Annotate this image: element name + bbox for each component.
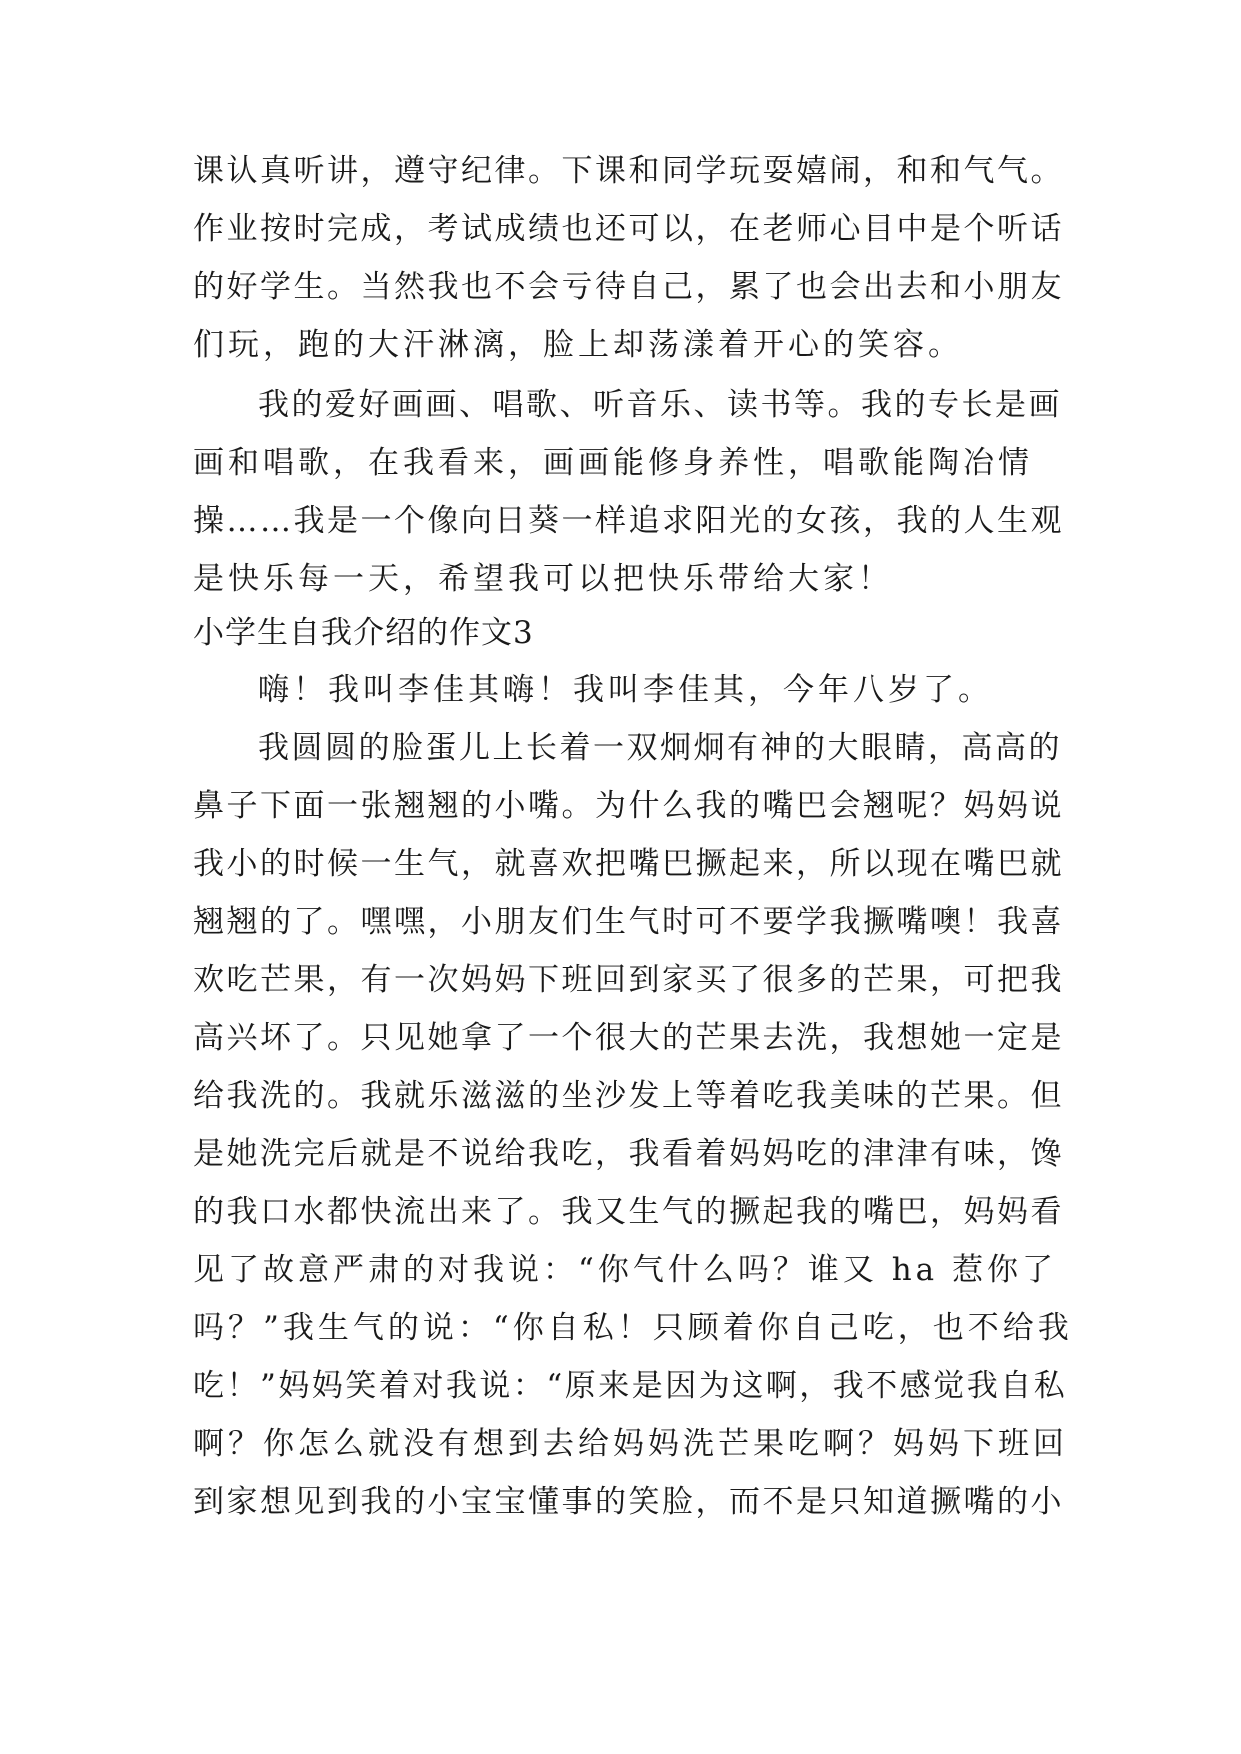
paragraph-line: 操……我是一个像向日葵一样追求阳光的女孩，我的人生观 xyxy=(193,503,1064,539)
paragraph-line: 见了故意严肃的对我说：“你气什么吗？谁又 ha 惹你了 xyxy=(193,1252,1058,1288)
paragraph-line: 吃！”妈妈笑着对我说：“原来是因为这啊，我不感觉我自私 xyxy=(193,1368,1068,1404)
paragraph-line: 我圆圆的脸蛋儿上长着一双炯炯有神的大眼睛，高高的 xyxy=(258,730,1062,766)
paragraph-line: 嗨！我叫李佳其嗨！我叫李佳其，今年八岁了。 xyxy=(258,672,993,708)
paragraph-line: 鼻子下面一张翘翘的小嘴。为什么我的嘴巴会翘呢？妈妈说 xyxy=(193,788,1064,824)
paragraph-line: 到家想见到我的小宝宝懂事的笑脸，而不是只知道撅嘴的小 xyxy=(193,1484,1064,1520)
paragraph-line: 是快乐每一天，希望我可以把快乐带给大家！ xyxy=(193,561,893,597)
paragraph-line: 画和唱歌，在我看来，画画能修身养性，唱歌能陶冶情 xyxy=(193,445,1033,481)
paragraph-line: 吗？”我生气的说：“你自私！只顾着你自己吃，也不给我 xyxy=(193,1310,1073,1346)
paragraph-line: 作业按时完成，考试成绩也还可以，在老师心目中是个听话 xyxy=(193,211,1064,247)
paragraph-line: 高兴坏了。只见她拿了一个很大的芒果去洗，我想她一定是 xyxy=(193,1020,1064,1056)
paragraph-line: 我小的时候一生气，就喜欢把嘴巴撅起来，所以现在嘴巴就 xyxy=(193,846,1064,882)
paragraph-line: 是她洗完后就是不说给我吃，我看着妈妈吃的津津有味，馋 xyxy=(193,1136,1064,1172)
paragraph-line: 课认真听讲，遵守纪律。下课和同学玩耍嬉闹，和和气气。 xyxy=(193,153,1064,189)
paragraph-line: 的好学生。当然我也不会亏待自己，累了也会出去和小朋友 xyxy=(193,269,1064,305)
paragraph-line: 给我洗的。我就乐滋滋的坐沙发上等着吃我美味的芒果。但 xyxy=(193,1078,1064,1114)
paragraph-line: 欢吃芒果，有一次妈妈下班回到家买了很多的芒果，可把我 xyxy=(193,962,1064,998)
paragraph-line: 的我口水都快流出来了。我又生气的撅起我的嘴巴，妈妈看 xyxy=(193,1194,1064,1230)
paragraph-line: 啊？你怎么就没有想到去给妈妈洗芒果吃啊？妈妈下班回 xyxy=(193,1426,1068,1462)
paragraph-line: 翘翘的了。嘿嘿，小朋友们生气时可不要学我撅嘴噢！我喜 xyxy=(193,904,1064,940)
paragraph-line: 我的爱好画画、唱歌、听音乐、读书等。我的专长是画 xyxy=(258,387,1062,423)
section-heading: 小学生自我介绍的作文3 xyxy=(193,615,534,651)
paragraph-line: 们玩，跑的大汗淋漓，脸上却荡漾着开心的笑容。 xyxy=(193,327,963,363)
